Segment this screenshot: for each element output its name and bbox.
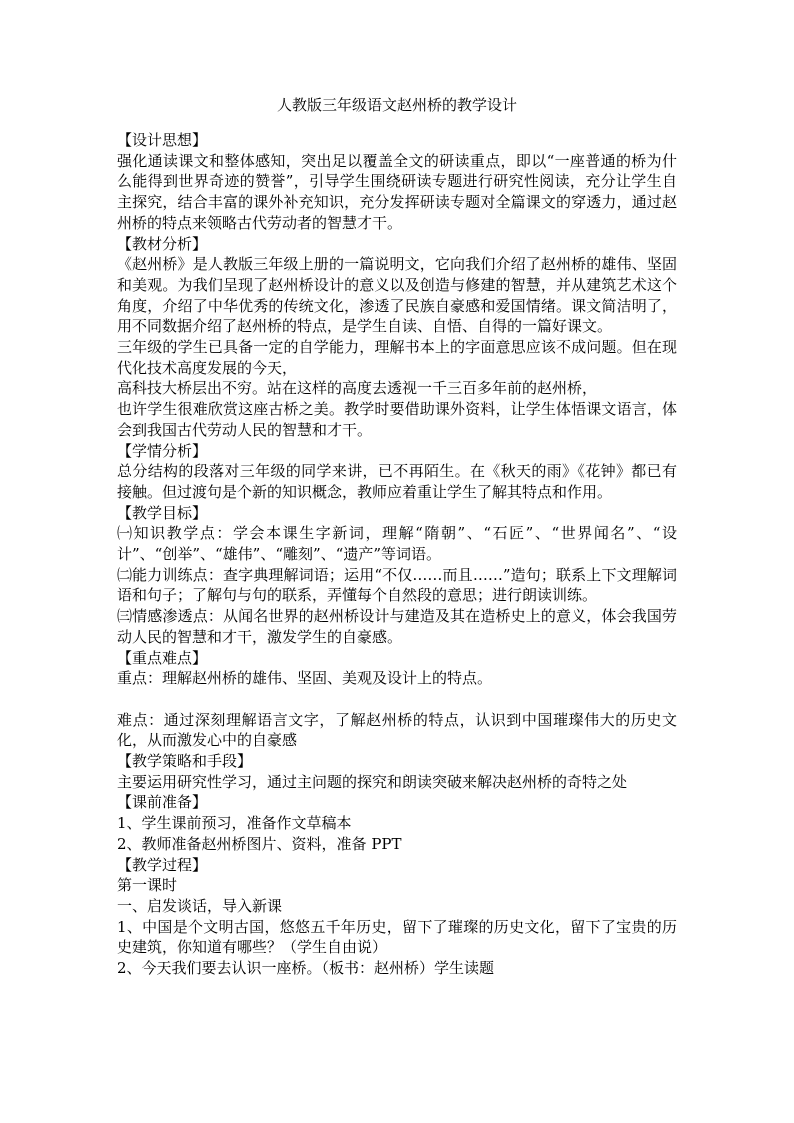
list-item: 2、今天我们要去认识一座桥。（板书：赵州桥）学生读题 — [117, 959, 495, 978]
section-preparation — [117, 792, 677, 854]
paragraph: 也许学生很难欣赏这座古桥之美。教学时要借助课外资料，让学生体悟课文语言，体会到我国古代劳动人民的智慧和才干。 — [117, 400, 677, 439]
section-heading-teaching-goals: 【教学目标】 — [117, 503, 208, 522]
section-heading-design-idea: 【设计思想】 — [117, 131, 208, 149]
paragraph: 主要运用研究性学习，通过主问题的探究和朗读突破来解决赵州桥的奇特之处 — [117, 772, 628, 791]
section-heading-preparation: 【课前准备】 — [117, 793, 208, 812]
list-item: 1、中国是个文明古国，悠悠五千年历史，留下了璀璨的历史文化，留下了宝贵的历史建筑，你知道有哪些？（学生自由说） — [117, 917, 677, 957]
section-heading-key-points: 【重点难点】 — [117, 648, 208, 667]
paragraph: 总分结构的段落对三年级的同学来讲，已不再陌生。在《秋天的雨》《花钟》都已有接触。但过渡句是个新的知识概念，教师应着重让学生了解其特点和作用。 — [117, 462, 677, 501]
section-process — [117, 855, 677, 979]
paragraph: 三年级的学生已具备一定的自学能力，理解书本上的字面意思应该不成问题。但在现代化技术高度发展的今天， — [117, 338, 677, 377]
paragraph: 强化通读课文和整体感知，突出足以覆盖全文的研读重点，即以“一座普通的桥为什么能得到世界奇迹的赞誉”，引导学生围绕研读专题进行研究性阅读，充分让学生自主探究，结合丰富的课外补充知识，充分发挥研读专题对全篇课文的穿透力，通过赵州桥的特点来领略古代劳动者的智慧才干。 — [117, 151, 677, 232]
paragraph: 高科技大桥层出不穷。站在这样的高度去透视一千三百多年前的赵州桥， — [117, 379, 598, 398]
paragraph: ㈢情感渗透点：从闻名世界的赵州桥设计与建造及其在造桥史上的意义，体会我国劳动人民的智慧和才干，激发学生的自豪感。 — [117, 607, 677, 646]
step-title: 一、启发谈话，导入新课 — [117, 897, 283, 915]
section-key-points — [117, 648, 677, 752]
paragraph: ㈡能力训练点：查字典理解词语；运用“不仅……而且……”造句；联系上下文理解词语和句子；了解句与句的联系，弄懂每个自然段的意思；进行朗读训练。 — [117, 565, 677, 605]
list-item: 1、学生课前预习，准备作文草稿本 — [117, 814, 352, 833]
difficulty-point: 难点：通过深刻理解语言文字，了解赵州桥的特点，认识到中国璀璨伟大的历史文化，从而激发心中的自豪感 — [117, 710, 677, 750]
section-teaching-goals — [117, 503, 677, 648]
section-heading-strategy: 【教学策略和手段】 — [117, 752, 253, 771]
section-strategy — [117, 751, 677, 792]
blank-line — [117, 689, 677, 710]
paragraph: ㈠知识教学点：学会本课生字新词，理解“隋朝”、“石匠”、“世界闻名”、“设计”、“创举”、“雄伟”、“雕刻”、“遗产”等词语。 — [117, 524, 677, 564]
section-textbook-analysis — [117, 234, 677, 441]
section-heading-learner-analysis: 【学情分析】 — [117, 441, 208, 460]
key-point: 重点：理解赵州桥的雄伟、坚固、美观及设计上的特点。 — [117, 669, 493, 688]
lesson-label: 第一课时 — [117, 876, 178, 895]
document-page — [117, 94, 677, 979]
list-item: 2、教师准备赵州桥图片、资料，准备 PPT — [117, 834, 402, 853]
section-heading-textbook-analysis: 【教材分析】 — [117, 234, 208, 253]
section-design-idea — [117, 130, 677, 234]
document-title: 人教版三年级语文赵州桥的教学设计 — [276, 96, 517, 114]
section-learner-analysis — [117, 441, 677, 503]
section-heading-process: 【教学过程】 — [117, 855, 208, 874]
paragraph: 《赵州桥》是人教版三年级上册的一篇说明文，它向我们介绍了赵州桥的雄伟、坚固和美观。为我们呈现了赵州桥设计的意义以及创造与修建的智慧，并从建筑艺术这个角度，介绍了中华优秀的传统文化，渗透了民族自豪感和爱国情绪。课文简洁明了，用不同数据介绍了赵州桥的特点，是学生自读、自悟、自得的一篇好课文。 — [117, 255, 677, 336]
